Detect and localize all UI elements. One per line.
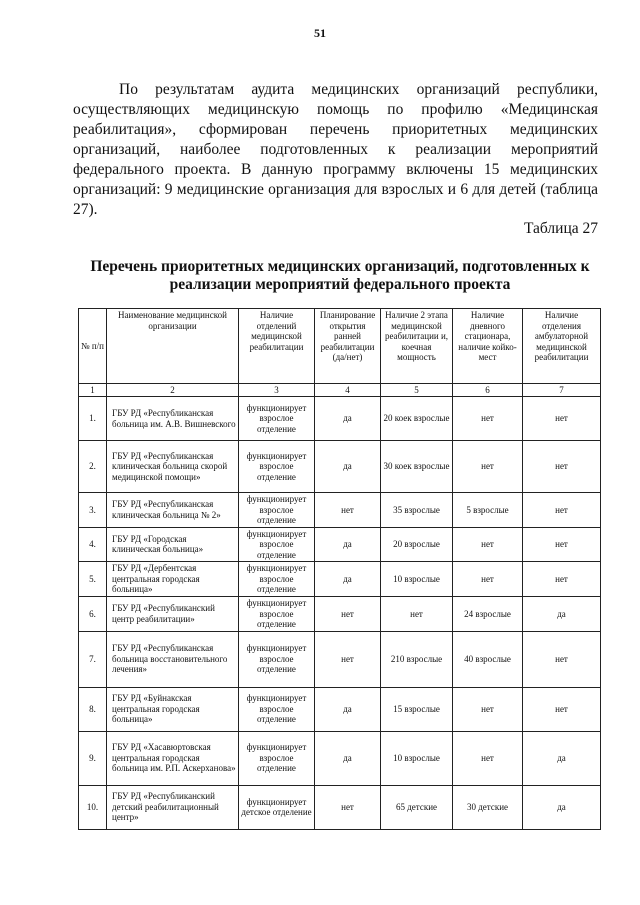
- column-number: 1: [79, 384, 107, 397]
- organization-name: ГБУ РД «Республиканская клиническая больница № 2»: [107, 493, 239, 528]
- organizations-table: [78, 308, 601, 830]
- table-row: [79, 631, 601, 687]
- day-hospital: нет: [453, 397, 523, 441]
- row-number: 5.: [79, 562, 107, 597]
- day-hospital: 30 детские: [453, 785, 523, 829]
- table-row: [79, 527, 601, 562]
- row-number: 8.: [79, 687, 107, 731]
- header-organization: Наименование медицинской организации: [107, 309, 239, 384]
- stage2-capacity: 65 детские: [381, 785, 453, 829]
- column-number: 7: [523, 384, 601, 397]
- outpatient-department: нет: [523, 631, 601, 687]
- row-number: 10.: [79, 785, 107, 829]
- table-row: [79, 785, 601, 829]
- header-outpatient: Наличие отделения амбулаторной медицинской реабилитации: [523, 309, 601, 384]
- row-number: 3.: [79, 493, 107, 528]
- organization-name: ГБУ РД «Хасавюртовская центральная городская больница им. Р.П. Аскерханова»: [107, 731, 239, 785]
- department-status: функционирует взрослое отделение: [239, 527, 315, 562]
- outpatient-department: нет: [523, 493, 601, 528]
- intro-paragraph: По результатам аудита медицинских организаций республики, осуществляющих медицинскую помощь по профилю «Медицинская реабилитация», сформирован перечень приоритетных медицинских организаций, наиболее подготовленных к реализации мероприятий федерального проекта. В данную программу включены 15 медицинских организаций: 9 медицинские организация для взрослых и 6 для детей (таблица 27).: [73, 81, 598, 218]
- early-rehab-plan: нет: [315, 631, 381, 687]
- table-row: [79, 597, 601, 632]
- department-status: функционирует взрослое отделение: [239, 397, 315, 441]
- header-early-rehab: Планирование открытия ранней реабилитации (да/нет): [315, 309, 381, 384]
- organization-name: ГБУ РД «Дербентская центральная городская больница»: [107, 562, 239, 597]
- outpatient-department: да: [523, 597, 601, 632]
- outpatient-department: нет: [523, 441, 601, 493]
- department-status: функционирует детское отделение: [239, 785, 315, 829]
- stage2-capacity: 20 коек взрослые: [381, 397, 453, 441]
- organization-name: ГБУ РД «Городская клиническая больница»: [107, 527, 239, 562]
- early-rehab-plan: нет: [315, 785, 381, 829]
- table-row: [79, 562, 601, 597]
- organization-name: ГБУ РД «Республиканская клиническая больница скорой медицинской помощи»: [107, 441, 239, 493]
- department-status: функционирует взрослое отделение: [239, 731, 315, 785]
- stage2-capacity: 30 коек взрослые: [381, 441, 453, 493]
- day-hospital: 5 взрослые: [453, 493, 523, 528]
- row-number: 4.: [79, 527, 107, 562]
- header-department: Наличие отделений медицинской реабилитации: [239, 309, 315, 384]
- organization-name: ГБУ РД «Республиканская больница им. А.В. Вишневского: [107, 397, 239, 441]
- row-number: 9.: [79, 731, 107, 785]
- stage2-capacity: нет: [381, 597, 453, 632]
- early-rehab-plan: нет: [315, 493, 381, 528]
- department-status: функционирует взрослое отделение: [239, 493, 315, 528]
- table-header-row: [79, 309, 601, 384]
- table-row: [79, 441, 601, 493]
- stage2-capacity: 10 взрослые: [381, 562, 453, 597]
- early-rehab-plan: да: [315, 731, 381, 785]
- day-hospital: нет: [453, 527, 523, 562]
- table-row: [79, 493, 601, 528]
- department-status: функционирует взрослое отделение: [239, 441, 315, 493]
- stage2-capacity: 210 взрослые: [381, 631, 453, 687]
- header-day-hospital: Наличие дневного стационара, наличие койко-мест: [453, 309, 523, 384]
- early-rehab-plan: да: [315, 562, 381, 597]
- table-label: Таблица 27: [523, 220, 598, 237]
- column-number: 4: [315, 384, 381, 397]
- organization-name: ГБУ РД «Республиканская больница восстановительного лечения»: [107, 631, 239, 687]
- column-number: 3: [239, 384, 315, 397]
- day-hospital: нет: [453, 687, 523, 731]
- outpatient-department: да: [523, 785, 601, 829]
- early-rehab-plan: да: [315, 527, 381, 562]
- outpatient-department: да: [523, 731, 601, 785]
- early-rehab-plan: да: [315, 687, 381, 731]
- organization-name: ГБУ РД «Республиканский центр реабилитации»: [107, 597, 239, 632]
- outpatient-department: нет: [523, 562, 601, 597]
- day-hospital: нет: [453, 441, 523, 493]
- row-number: 6.: [79, 597, 107, 632]
- stage2-capacity: 35 взрослые: [381, 493, 453, 528]
- row-number: 2.: [79, 441, 107, 493]
- department-status: функционирует взрослое отделение: [239, 562, 315, 597]
- table-row: [79, 687, 601, 731]
- header-stage2: Наличие 2 этапа медицинской реабилитации и, коечная мощность: [381, 309, 453, 384]
- outpatient-department: нет: [523, 397, 601, 441]
- table-row: [79, 397, 601, 441]
- column-number: 2: [107, 384, 239, 397]
- header-number: № п/п: [79, 309, 107, 384]
- column-number: 6: [453, 384, 523, 397]
- department-status: функционирует взрослое отделение: [239, 597, 315, 632]
- organization-name: ГБУ РД «Буйнакская центральная городская больница»: [107, 687, 239, 731]
- early-rehab-plan: нет: [315, 597, 381, 632]
- stage2-capacity: 15 взрослые: [381, 687, 453, 731]
- table-title: Перечень приоритетных медицинских организаций, подготовленных к реализации мероприятий федерального проекта: [90, 258, 590, 293]
- early-rehab-plan: да: [315, 441, 381, 493]
- organization-name: ГБУ РД «Республиканский детский реабилитационный центр»: [107, 785, 239, 829]
- department-status: функционирует взрослое отделение: [239, 631, 315, 687]
- row-number: 7.: [79, 631, 107, 687]
- table-row: [79, 731, 601, 785]
- early-rehab-plan: да: [315, 397, 381, 441]
- day-hospital: нет: [453, 562, 523, 597]
- column-number-row: [79, 384, 601, 397]
- day-hospital: 24 взрослые: [453, 597, 523, 632]
- page-number: 51: [314, 26, 326, 40]
- day-hospital: 40 взрослые: [453, 631, 523, 687]
- outpatient-department: нет: [523, 527, 601, 562]
- row-number: 1.: [79, 397, 107, 441]
- stage2-capacity: 20 взрослые: [381, 527, 453, 562]
- outpatient-department: нет: [523, 687, 601, 731]
- column-number: 5: [381, 384, 453, 397]
- department-status: функционирует взрослое отделение: [239, 687, 315, 731]
- stage2-capacity: 10 взрослые: [381, 731, 453, 785]
- day-hospital: нет: [453, 731, 523, 785]
